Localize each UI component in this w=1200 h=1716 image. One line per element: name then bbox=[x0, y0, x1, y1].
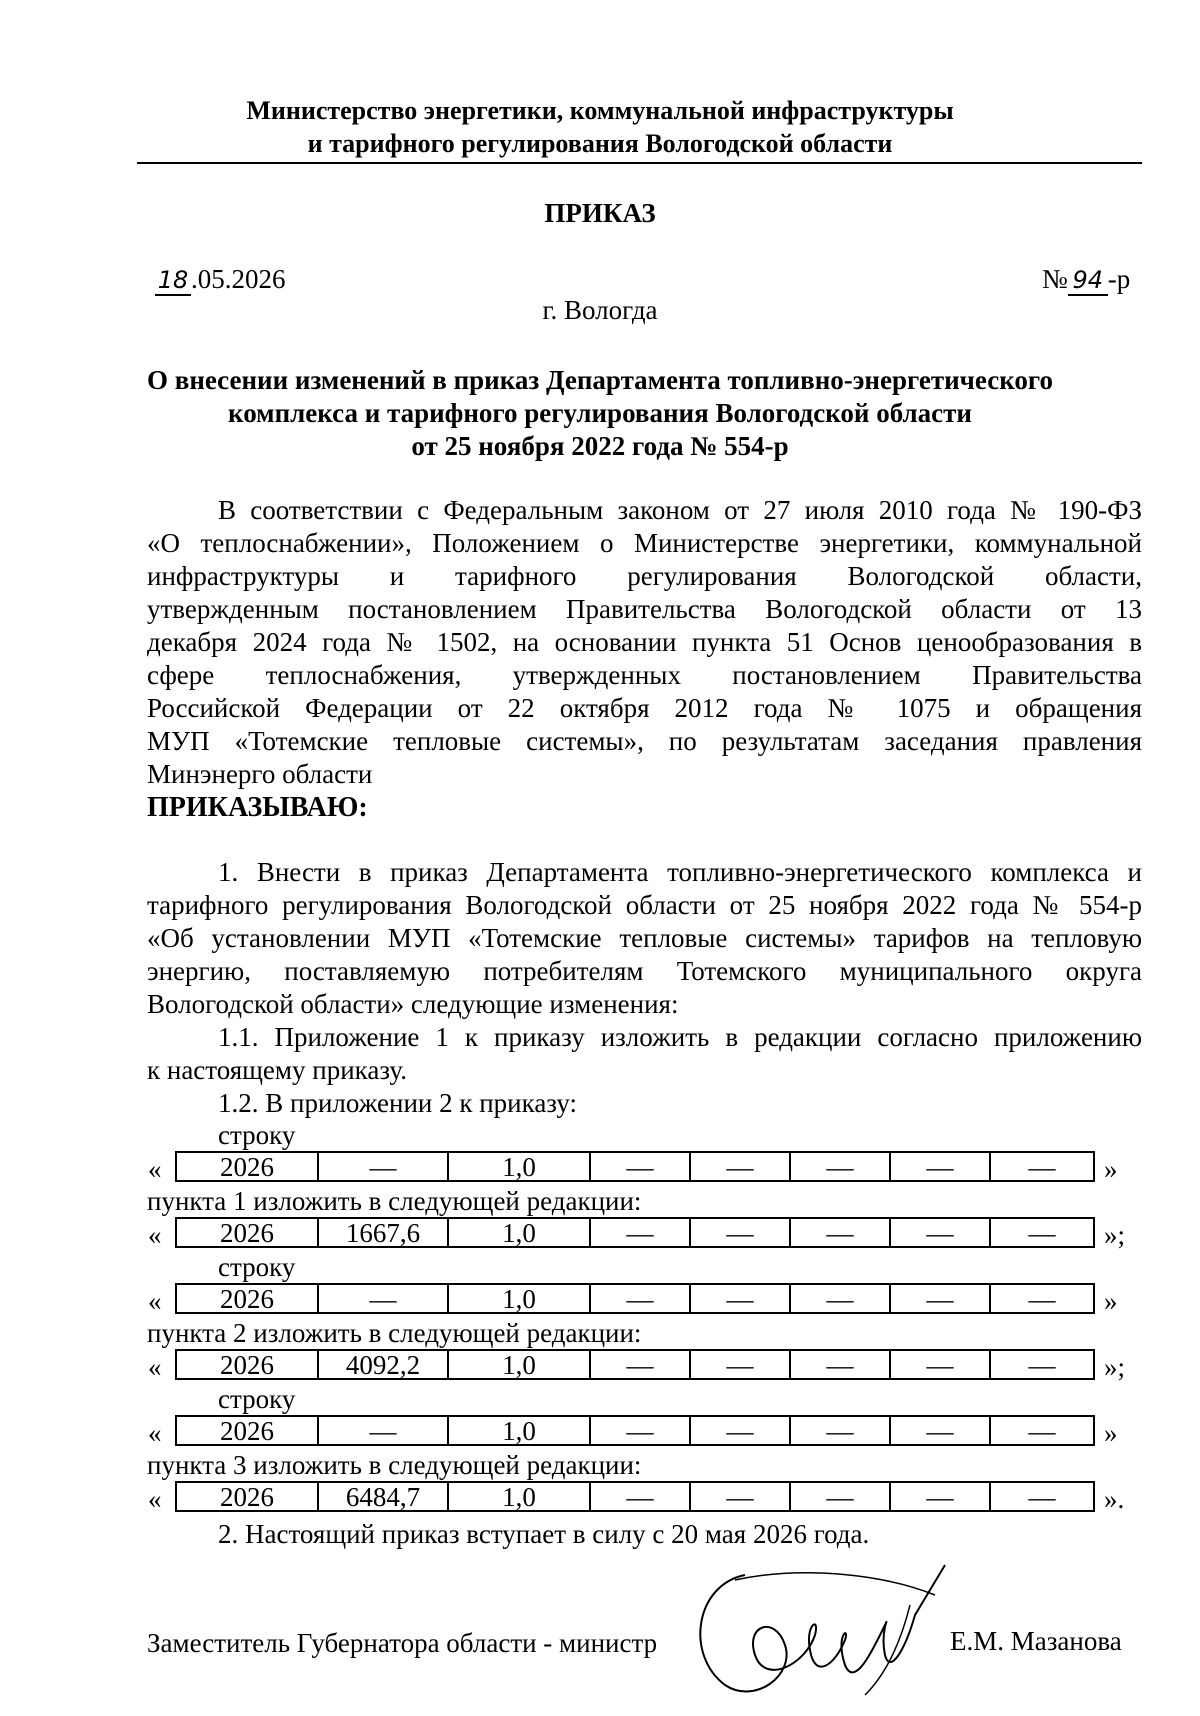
tariff-cell: — bbox=[591, 1483, 691, 1510]
quote-open: « bbox=[148, 1484, 162, 1514]
quote-open: « bbox=[148, 1418, 162, 1448]
tariff-cell: 1,0 bbox=[449, 1351, 591, 1378]
tariff-cell: 1,0 bbox=[449, 1219, 591, 1246]
ministry-name-line1: Министерство энергетики, коммунальной инфраструктуры bbox=[246, 96, 954, 125]
document-number bbox=[1042, 263, 1130, 296]
item1-line: энергию, поставляемую потребителям Тотемского муниципального округа bbox=[147, 956, 1142, 986]
tariff-cell: 2026 bbox=[177, 1219, 319, 1246]
tariff-cell: — bbox=[791, 1219, 891, 1246]
tariff-cell: — bbox=[1028, 1152, 1056, 1182]
tariff-cell: — bbox=[791, 1285, 891, 1312]
tariff-cell: 1,0 bbox=[449, 1483, 591, 1510]
quote-close-semicolon: »; bbox=[1104, 1220, 1126, 1250]
tariff-cell: — bbox=[691, 1417, 791, 1444]
tariff-cell: 1667,6 bbox=[319, 1219, 449, 1246]
preamble-line: МУП «Тотемские тепловые системы», по результатам заседания правления bbox=[147, 726, 1142, 756]
tariff-cell: — bbox=[1028, 1350, 1056, 1380]
tariff-cell: — bbox=[591, 1351, 691, 1378]
tariff-row bbox=[175, 1151, 1095, 1182]
signatory-position: Заместитель Губернатора области - министр bbox=[147, 1628, 658, 1658]
tariff-cell: — bbox=[791, 1351, 891, 1378]
tariff-cell: — bbox=[591, 1285, 691, 1312]
tariff-cell: 2026 bbox=[177, 1153, 319, 1180]
number-suffix: -р bbox=[1107, 264, 1131, 294]
item1-line: «Об установлении МУП «Тотемские тепловые системы» тарифов на тепловую bbox=[147, 923, 1142, 953]
tariff-cell: — bbox=[1028, 1284, 1056, 1314]
tariff-cell: 6484,7 bbox=[319, 1483, 449, 1510]
label-stroku: строку bbox=[218, 1384, 296, 1414]
quote-close: » bbox=[1104, 1418, 1118, 1448]
tariff-cell: — bbox=[891, 1417, 991, 1444]
tariff-cell: — bbox=[791, 1153, 891, 1180]
label-stroku: строку bbox=[218, 1120, 296, 1150]
tariff-row bbox=[175, 1349, 1095, 1380]
tariff-cell: — bbox=[791, 1417, 891, 1444]
preamble-line: В соответствии с Федеральным законом от 27 июля 2010 года № 190-ФЗ bbox=[218, 495, 1142, 525]
item1-line: 1. Внести в приказ Департамента топливно-энергетического комплекса и bbox=[218, 857, 1142, 887]
tariff-cell: — bbox=[691, 1153, 791, 1180]
tariff-row bbox=[175, 1415, 1095, 1446]
tariff-cell: — bbox=[1028, 1218, 1056, 1248]
item1-2-line: 1.2. В приложении 2 к приказу: bbox=[218, 1088, 578, 1118]
tariff-cell: — bbox=[1028, 1416, 1056, 1446]
tariff-cell: — bbox=[319, 1417, 449, 1444]
quote-open: « bbox=[148, 1352, 162, 1382]
label-stroku: строку bbox=[218, 1252, 296, 1282]
tariff-cell: — bbox=[891, 1285, 991, 1312]
tariff-cell: 2026 bbox=[177, 1483, 319, 1510]
quote-close-dot: ». bbox=[1104, 1484, 1125, 1514]
quote-close: » bbox=[1104, 1286, 1118, 1316]
item2-line: 2. Настоящий приказ вступает в силу с 20 мая 2026 года. bbox=[218, 1519, 870, 1549]
date-day-handwritten: 18 bbox=[155, 266, 191, 296]
tariff-cell: — bbox=[691, 1483, 791, 1510]
preamble-line: Минэнерго области bbox=[147, 759, 373, 789]
order-word: ПРИКАЗЫВАЮ: bbox=[147, 792, 368, 823]
item1-line: тарифного регулирования Вологодской области от 25 ноября 2022 года № 554-р bbox=[147, 890, 1142, 920]
tariff-row bbox=[175, 1283, 1095, 1314]
label-point3: пункта 3 изложить в следующей редакции: bbox=[147, 1450, 642, 1480]
tariff-cell: 2026 bbox=[177, 1351, 319, 1378]
tariff-cell: 2026 bbox=[177, 1285, 319, 1312]
tariff-cell: — bbox=[691, 1285, 791, 1312]
tariff-cell: — bbox=[891, 1219, 991, 1246]
date-rest: .05.2026 bbox=[191, 264, 286, 294]
tariff-cell: — bbox=[591, 1153, 691, 1180]
tariff-cell: — bbox=[891, 1483, 991, 1510]
preamble-line: утвержденным постановлением Правительства Вологодской области от 13 bbox=[147, 594, 1142, 624]
ministry-name-line2: и тарифного регулирования Вологодской области bbox=[307, 129, 893, 158]
quote-open: « bbox=[148, 1154, 162, 1184]
preamble-line: инфраструктуры и тарифного регулирования Вологодской области, bbox=[147, 561, 1142, 591]
tariff-cell: — bbox=[591, 1417, 691, 1444]
preamble-line: декабря 2024 года № 1502, на основании пункта 51 Основ ценообразования в bbox=[147, 627, 1142, 657]
tariff-cell: — bbox=[791, 1483, 891, 1510]
label-point1: пункта 1 изложить в следующей редакции: bbox=[147, 1186, 642, 1216]
preamble-line: «О теплоснабжении», Положением о Министерстве энергетики, коммунальной bbox=[147, 528, 1142, 558]
document-date bbox=[155, 263, 286, 296]
tariff-cell: — bbox=[319, 1153, 449, 1180]
number-handwritten: 94 bbox=[1068, 266, 1108, 296]
tariff-cell: — bbox=[691, 1351, 791, 1378]
quote-close-semicolon: »; bbox=[1104, 1352, 1126, 1382]
signatory-name: Е.М. Мазанова bbox=[950, 1626, 1122, 1656]
tariff-cell: 4092,2 bbox=[319, 1351, 449, 1378]
label-point2: пункта 2 изложить в следующей редакции: bbox=[147, 1318, 642, 1348]
item1-line: Вологодской области» следующие изменения: bbox=[147, 989, 679, 1019]
tariff-cell: — bbox=[319, 1285, 449, 1312]
handwritten-signature bbox=[685, 1555, 965, 1705]
tariff-cell: — bbox=[591, 1219, 691, 1246]
tariff-cell: — bbox=[691, 1219, 791, 1246]
item1-1-line: 1.1. Приложение 1 к приказу изложить в редакции согласно приложению bbox=[218, 1022, 1142, 1052]
subject-line2: комплекса и тарифного регулирования Вологодской области bbox=[228, 398, 972, 428]
tariff-cell: 2026 bbox=[177, 1417, 319, 1444]
tariff-cell: 1,0 bbox=[449, 1285, 591, 1312]
header-divider bbox=[137, 162, 1142, 164]
preamble-line: сфере теплоснабжения, утвержденных постановлением Правительства bbox=[147, 660, 1142, 690]
quote-close: » bbox=[1104, 1154, 1118, 1184]
subject-line1: О внесении изменений в приказ Департамента топливно-энергетического bbox=[146, 365, 1053, 395]
item1-1-line: к настоящему приказу. bbox=[147, 1055, 407, 1085]
tariff-cell: — bbox=[1028, 1482, 1056, 1512]
tariff-row bbox=[175, 1217, 1095, 1248]
document-title: ПРИКАЗ bbox=[544, 198, 656, 228]
tariff-cell: — bbox=[891, 1153, 991, 1180]
quote-open: « bbox=[148, 1220, 162, 1250]
tariff-row bbox=[175, 1481, 1095, 1512]
preamble-line: Российской Федерации от 22 октября 2012 года № 1075 и обращения bbox=[147, 693, 1142, 723]
quote-open: « bbox=[148, 1286, 162, 1316]
tariff-cell: 1,0 bbox=[449, 1153, 591, 1180]
number-sign: № bbox=[1042, 264, 1068, 294]
tariff-cell: 1,0 bbox=[449, 1417, 591, 1444]
subject-line3: от 25 ноября 2022 года № 554-р bbox=[411, 431, 789, 461]
city: г. Вологда bbox=[542, 295, 658, 325]
tariff-cell: — bbox=[891, 1351, 991, 1378]
